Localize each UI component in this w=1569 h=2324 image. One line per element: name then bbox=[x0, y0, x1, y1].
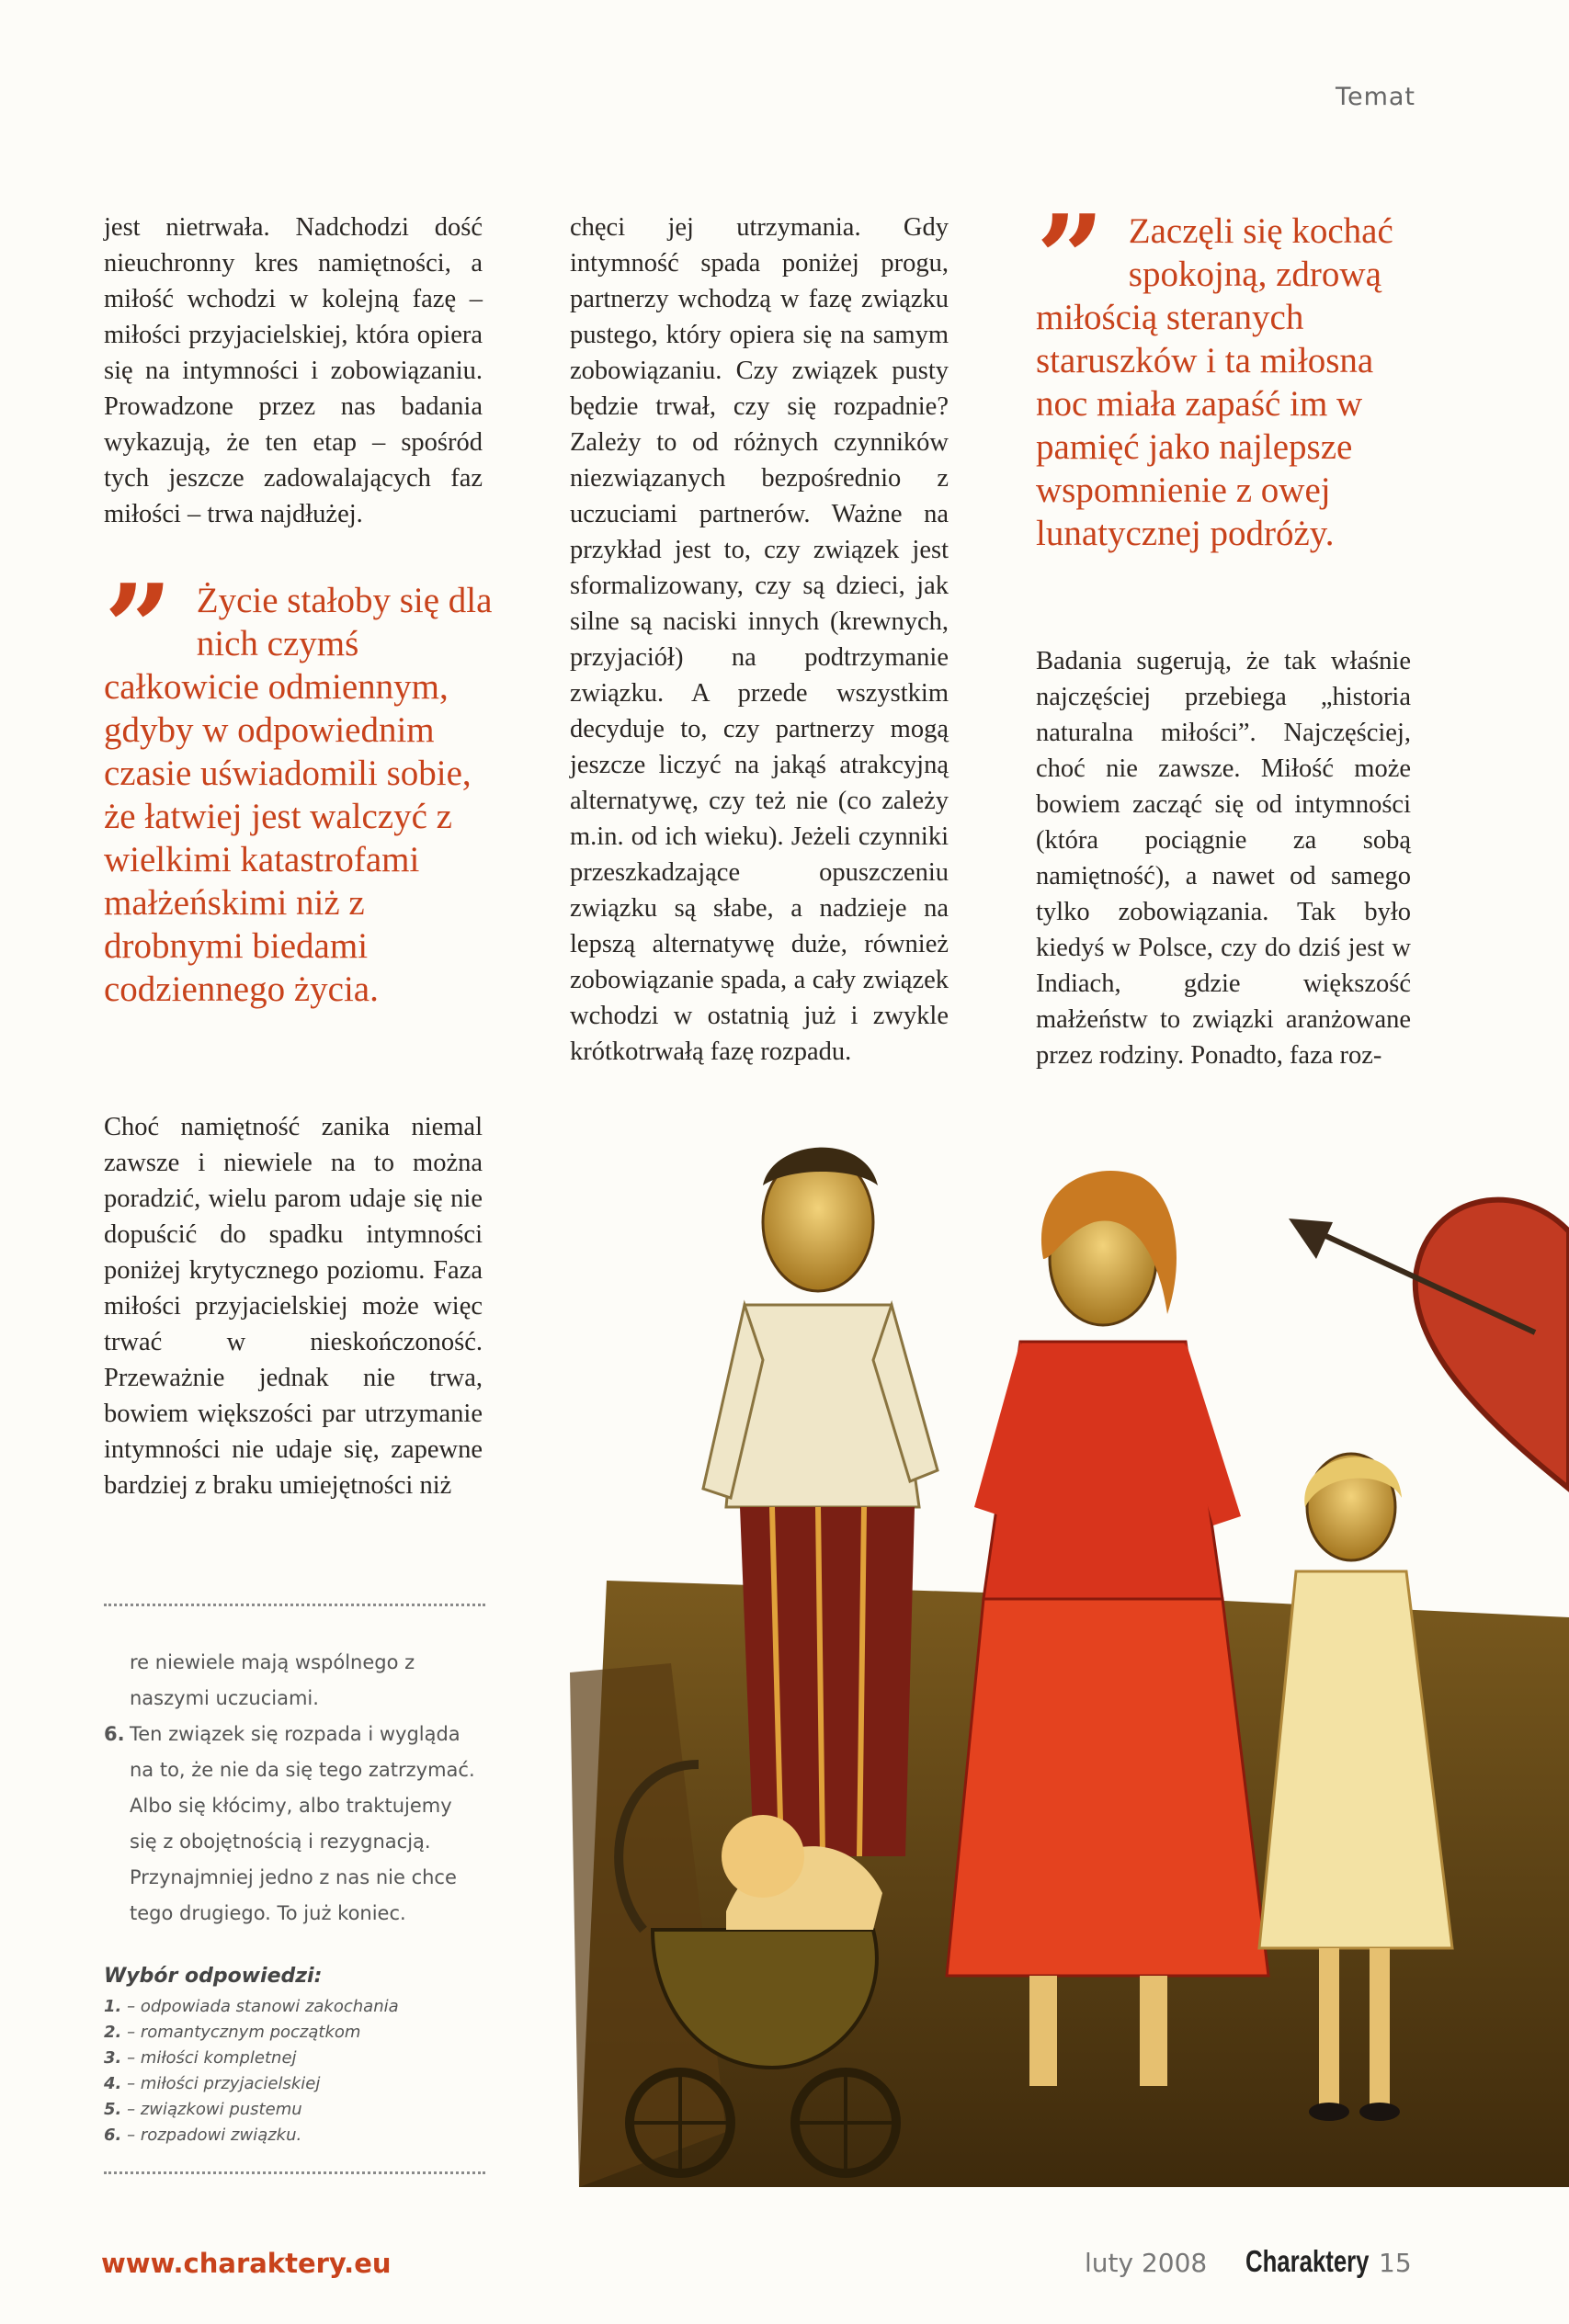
column-1-continued bbox=[104, 1109, 483, 1503]
column-3 bbox=[1036, 643, 1411, 1073]
answer-item: 2. – romantycznym początkom bbox=[104, 2023, 361, 2042]
answer-item: 5. – związkowi pustemu bbox=[104, 2100, 302, 2119]
answer-item: 4. – miłości przyjacielskiej bbox=[104, 2074, 321, 2093]
quiz-item-text: Ten związek się rozpada i wygląda na to, że nie da się tego zatrzymać. Albo się kłócimy, albo traktujemy się z obojętnością i rezygnacją. Przynajmniej jedno z nas nie chce tego drugiego. To już koniec. bbox=[130, 1723, 475, 1924]
answer-item: 3. – miłości kompletnej bbox=[104, 2048, 297, 2068]
pull-quote bbox=[104, 558, 499, 1011]
answers-title: Wybór odpowiedzi: bbox=[104, 1965, 323, 1988]
paragraph: jest nietrwała. Nadchodzi dość nieuchronny kres namiętności, a miłość wchodzi w kolejną fazę – miłości przyjacielskiej, która opiera się na intymności i zobowiązaniu. Prowadzone przez nas badania wykazują, że ten etap – spośród tych jeszcze zadowalających faz miłości – trwa najdłużej. bbox=[104, 213, 483, 528]
pull-quote-text: Zaczęli się kochać spokojną, zdrową miłością steranych staruszków i ta miłosna noc miała zapaść im w pamięć jako najlepsze wspomnienie z owej lunatycznej podróży. bbox=[1036, 211, 1393, 553]
pull-quote-text: Życie stałoby się dla nich czymś całkowicie odmiennym, gdyby w odpowiednim czasie uświadomili sobie, że łatwiej jest walczyć z wielkimi katastrofami małżeńskimi niż z drobnymi biedami codziennego życia. bbox=[104, 581, 493, 1009]
quiz-item-continuation: re niewiele mają wspólnego z naszymi uczuciami. bbox=[130, 1651, 415, 1709]
quote-mark-icon: ” bbox=[1036, 188, 1105, 329]
column-2 bbox=[570, 210, 949, 1070]
woman-figure bbox=[947, 1171, 1268, 2086]
issue-date: luty 2008 bbox=[1085, 2248, 1208, 2278]
quiz-item bbox=[104, 1717, 485, 1932]
column-1 bbox=[104, 210, 483, 532]
pull-quote bbox=[1036, 188, 1422, 555]
paragraph: Choć namiętność zanika niemal zawsze i niewiele na to można poradzić, wielu parom udaje się nie dopuścić do spadku intymności poniżej krytycznego poziomu. Faza miłości przyjacielskiej może więc trwać w nieskończoność. Przeważnie jednak nie trwa, bowiem większości par utrzymanie intymności nie udaje się, zapewne bardziej z braku umiejętności niż bbox=[104, 1113, 483, 1500]
quote-mark-icon: ” bbox=[104, 558, 173, 698]
section-label: Temat bbox=[1336, 83, 1416, 111]
paragraph: Badania sugerują, że tak właśnie najczęściej przebiega „historia naturalna miłości”. Najczęściej, choć nie zawsze. Miłość może bowiem zacząć się od intymności (która pociągnie za sobą namiętność), a nawet od samego tylko zobowiązania. Tak było kiedyś w Polsce, czy do dziś jest w Indiach, gdzie większość małżeństw to związki aranżowane przez rodziny. Ponadto, faza roz- bbox=[1036, 647, 1411, 1070]
footer-url[interactable]: www.charaktery.eu bbox=[101, 2248, 392, 2279]
dotted-divider bbox=[104, 1604, 485, 1606]
magazine-logo: Charaktery bbox=[1245, 2244, 1370, 2278]
quiz-item-number: 6. bbox=[104, 1723, 125, 1745]
dotted-divider bbox=[104, 2171, 485, 2174]
heart-icon bbox=[1289, 1200, 1569, 1489]
paragraph: chęci jej utrzymania. Gdy intymność spada poniżej progu, partnerzy wchodzą w fazę związku pustego, który opiera się na samym zobowiązaniu. Czy związek pusty będzie trwał, czy się rozpadnie? Zależy to od różnych czynników niezwiązanych bezpośrednio z uczuciami partnerów. Ważne na przykład jest to, czy związek jest sformalizowany, czy są dzieci, jak silne są naciski innych (krewnych, przyjaciół) na podtrzymanie związku. A przede wszystkim decyduje to, czy partnerzy mogą jeszcze liczyć na jakąś atrakcyjną alternatywę, czy też nie (co zależy m.in. od ich wieku). Jeżeli czynniki przeszkadzające opuszczeniu związku są słabe, a nadzieje na lepszą alternatywę duże, również zobowiązanie spada, a cały związek wchodzi w ostatnią już i zwykle krótkotrwałą fazę rozpadu. bbox=[570, 213, 949, 1066]
answer-item: 6. – rozpadowi związku. bbox=[104, 2126, 302, 2145]
answer-item: 1. – odpowiada stanowi zakochania bbox=[104, 1997, 399, 2016]
family-illustration bbox=[542, 1121, 1569, 2187]
answers-list bbox=[104, 1994, 485, 2148]
page-number: 15 bbox=[1379, 2248, 1412, 2278]
quiz-box bbox=[104, 1645, 485, 1932]
